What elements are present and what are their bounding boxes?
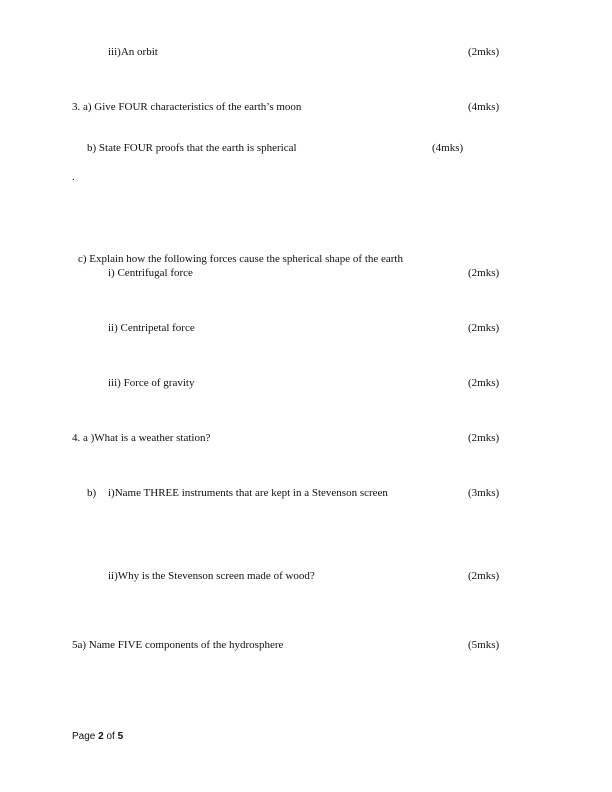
- question-4b-ii-text: ii)Why is the Stevenson screen made of wood?: [108, 570, 315, 582]
- footer-of: of: [103, 731, 118, 742]
- stray-dot: .: [72, 171, 75, 183]
- footer-prefix: Page: [72, 731, 99, 742]
- question-3c-ii-marks: (2mks): [468, 322, 500, 334]
- question-2-iii-text: iii)An orbit: [108, 46, 158, 58]
- question-4b-i-text: i)Name THREE instruments that are kept in a Stevenson screen: [108, 487, 388, 499]
- question-4a-marks: (2mks): [468, 432, 500, 444]
- question-5a-text: 5a) Name FIVE components of the hydrosphere: [72, 639, 284, 651]
- question-3b-marks: (4mks): [432, 142, 464, 154]
- page-footer: [72, 731, 123, 743]
- question-4b-label: b): [87, 487, 97, 499]
- question-4a-text: 4. a )What is a weather station?: [72, 432, 211, 444]
- footer-total-pages: 5: [117, 731, 124, 742]
- question-5a-marks: (5mks): [468, 639, 500, 651]
- question-4b-ii-marks: (2mks): [468, 570, 500, 582]
- question-3a-text: 3. a) Give FOUR characteristics of the earth’s moon: [72, 101, 302, 113]
- question-3b-text: b) State FOUR proofs that the earth is spherical: [87, 142, 297, 154]
- question-3c-i-marks: (2mks): [468, 267, 500, 279]
- question-3c-iii-marks: (2mks): [468, 377, 500, 389]
- question-3c-text: c) Explain how the following forces cause the spherical shape of the earth: [78, 253, 403, 265]
- footer-current-page: 2: [98, 731, 104, 742]
- question-3c-ii-text: ii) Centripetal force: [108, 322, 195, 334]
- question-3c-i-text: i) Centrifugal force: [108, 267, 193, 279]
- question-4b-i-marks: (3mks): [468, 487, 500, 499]
- question-3a-marks: (4mks): [468, 101, 500, 113]
- question-3c-iii-text: iii) Force of gravity: [108, 377, 195, 389]
- question-2-iii-marks: (2mks): [468, 46, 500, 58]
